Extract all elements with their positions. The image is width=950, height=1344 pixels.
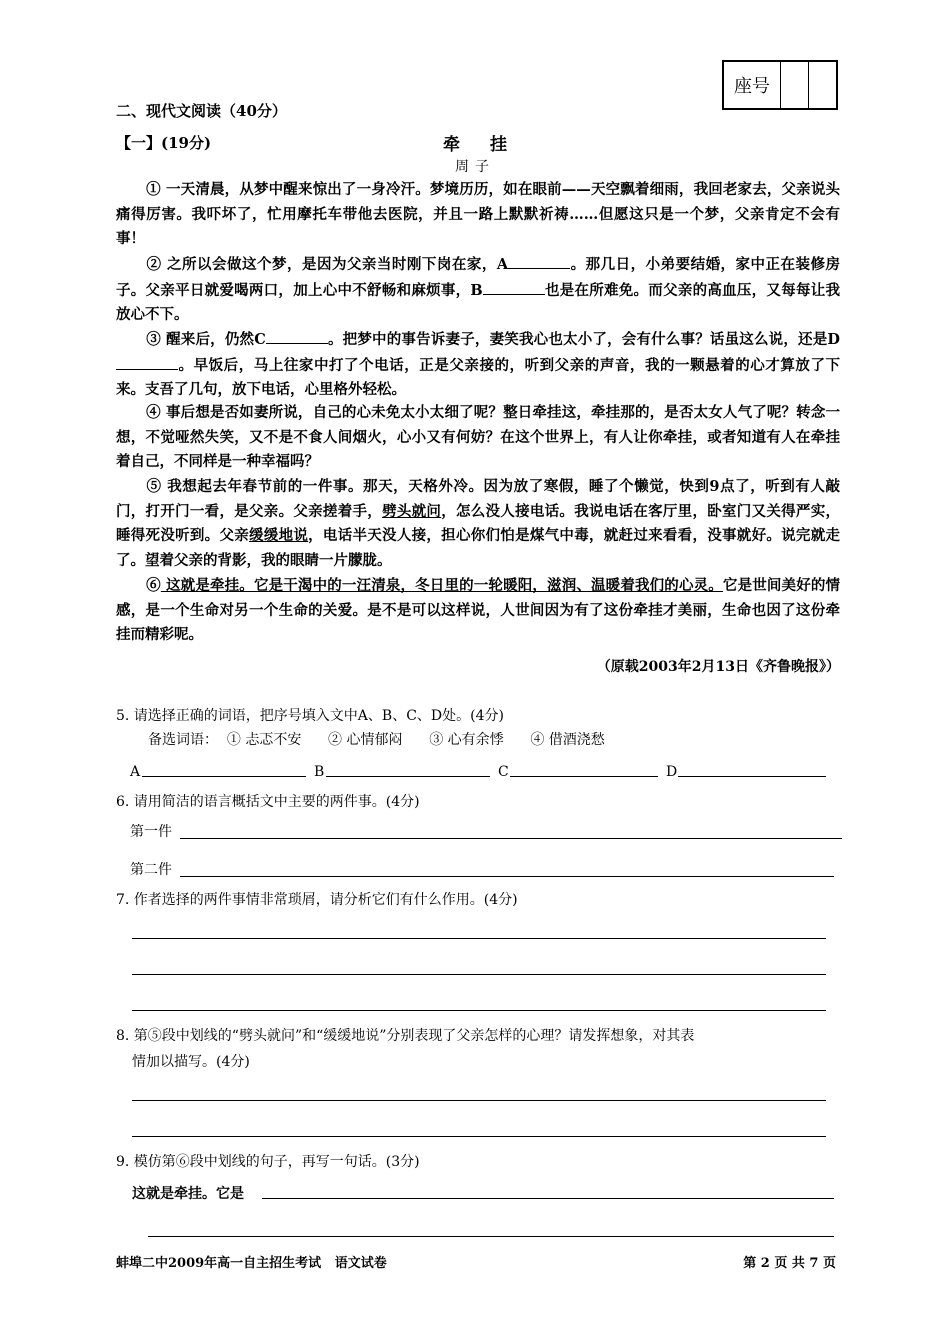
- question-9-prefix: 这就是牵挂。它是: [132, 1186, 244, 1202]
- underlined-phrase-1: 劈头就问: [382, 502, 442, 520]
- answer-label-c: C: [498, 764, 509, 780]
- seat-number-cell: [809, 62, 836, 108]
- blank-b[interactable]: [483, 278, 545, 295]
- paragraph-1: ① 一天清晨，从梦中醒来惊出了一身冷汗。梦境历历，如在眼前——天空飘着细雨，我回老家去，父亲说头痛得厉害。我吓坏了，忙用摩托车带他去医院，并且一路上默默祈祷……但愿这只是一个梦，父亲肯定不会有事！: [116, 181, 840, 247]
- answer-line[interactable]: [132, 938, 826, 939]
- seat-number-label: 座号: [724, 62, 781, 108]
- blank-label-b: B: [470, 281, 483, 299]
- answer-line-d[interactable]: [678, 776, 826, 777]
- seat-number-box: [722, 60, 838, 110]
- answer-line[interactable]: [132, 1136, 826, 1137]
- answer-line-c[interactable]: [510, 776, 658, 777]
- question-5-options: 备选词语： ① 忐忑不安 ② 心情郁闷 ③ 心有余悸 ④ 借酒浇愁: [148, 732, 605, 748]
- answer-label-b: B: [314, 764, 325, 780]
- footer-exam-title: 蚌埠二中2009年高一自主招生考试 语文试卷: [116, 1256, 387, 1271]
- article-title: 牵挂: [443, 135, 537, 155]
- answer-line[interactable]: [132, 974, 826, 975]
- article-source: （原载2003年2月13日《齐鲁晚报》）: [596, 659, 840, 675]
- answer-line-first-event[interactable]: [180, 838, 842, 839]
- part-label: 【一】(19分): [116, 134, 212, 152]
- question-5: 5. 请选择正确的词语，把序号填入文中A、B、C、D处。(4分): [116, 708, 504, 724]
- answer-line-b[interactable]: [326, 776, 490, 777]
- seat-number-cell: [781, 62, 809, 108]
- paragraph-3: ③ 醒来后，仍然C 。把梦中的事告诉妻子，妻笑我心也太小了，会有什么事？话虽这么说，还是D。早饭后，马上往家中打了个电话，正是父亲接的，听到父亲的声音，我的一颗悬着的心才算放了下来。支吾了几句，放下电话，心里格外轻松。: [116, 327, 840, 403]
- question-6: 6. 请用简洁的语言概括文中主要的两件事。(4分): [116, 794, 420, 810]
- answer-line[interactable]: [132, 1100, 826, 1101]
- underlined-sentence: 这就是牵挂。它是干渴中的一汪清泉，冬日里的一轮暖阳，滋润、温暖着我们的心灵。: [160, 577, 723, 594]
- blank-label-c: C: [254, 331, 266, 348]
- footer-page-number: 第 2 页 共 7 页: [743, 1256, 836, 1271]
- answer-label-d: D: [666, 764, 678, 780]
- blank-label-a: A: [496, 256, 509, 273]
- answer-line[interactable]: [148, 1236, 834, 1237]
- paragraph-4: ④ 事后想是否如妻所说，自己的心未免太小太细了呢？整日牵挂这，牵挂那的，是否太女人气了呢？转念一想，不觉哑然失笑，又不是不食人间烟火，心小又有何妨？在这个世界上，有人让你牵挂，或者知道有人在牵挂着自己，不同样是一种幸福吗？: [116, 404, 840, 470]
- answer-line[interactable]: [262, 1198, 834, 1199]
- answer-line[interactable]: [132, 1010, 826, 1011]
- question-9: 9. 模仿第⑥段中划线的句子，再写一句话。(3分): [116, 1154, 420, 1170]
- paragraph-2: ② 之所以会做这个梦，是因为父亲当时刚下岗在家，A 。那几日，小弟要结婚，家中正在装修房子。父亲平日就爱喝两口，加上心中不舒畅和麻烦事，B 也是在所难免。而父亲的高血压，又每每让我放心不下。: [116, 252, 840, 328]
- question-8-line-2: 情加以描写。(4分): [132, 1054, 250, 1070]
- answer-line-second-event[interactable]: [180, 876, 834, 877]
- blank-a[interactable]: [508, 252, 570, 269]
- article-author: 周子: [455, 159, 495, 175]
- paragraph-5: ⑤ 我想起去年春节前的一件事。那天，天格外冷。因为放了寒假，睡了个懒觉，快到9点了，听到有人敲门，打开门一看，是父亲。父亲搓着手，劈头就问，怎么没人接电话。我说电话在客厅里，卧室门又关得严实，睡得死没听到。父亲缓缓地说，电话半天没人接，担心你们怕是煤气中毒，就赶过来看看，没事就好。说完就走了。望着父亲的背影，我的眼睛一片朦胧。: [116, 478, 840, 569]
- answer-label-a: A: [130, 764, 141, 780]
- blank-d[interactable]: [116, 353, 178, 370]
- blank-c[interactable]: [266, 327, 328, 344]
- question-8-line-1: 8. 第⑤段中划线的“劈头就问”和“缓缓地说”分别表现了父亲怎样的心理？请发挥想象，对其表: [116, 1028, 695, 1044]
- second-event-label: 第二件: [130, 862, 172, 878]
- answer-line-a[interactable]: [142, 776, 306, 777]
- underlined-phrase-2: 缓缓地说: [249, 527, 309, 544]
- question-7: 7. 作者选择的两件事情非常琐屑，请分析它们有什么作用。(4分): [116, 892, 518, 908]
- first-event-label: 第一件: [130, 824, 172, 840]
- paragraph-6: ⑥ 这就是牵挂。它是干渴中的一汪清泉，冬日里的一轮暖阳，滋润、温暖着我们的心灵。它是世间美好的情感，是一个生命对另一个生命的关爱。是不是可以这样说，人世间因为有了这份牵挂才美丽，生命也因了这份牵挂而精彩呢。: [116, 577, 841, 643]
- blank-label-d: D: [827, 331, 840, 348]
- section-heading: 二、现代文阅读（40分）: [116, 102, 287, 120]
